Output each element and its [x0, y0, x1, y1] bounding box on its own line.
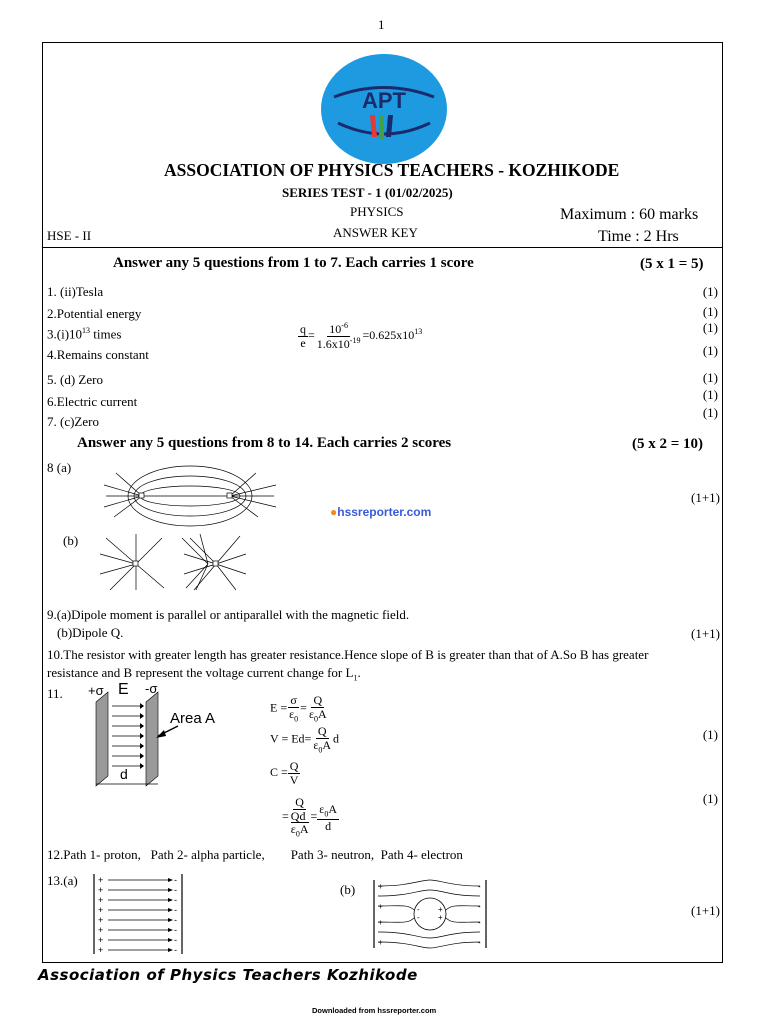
- svg-text:-: -: [174, 925, 177, 935]
- svg-text:+: +: [98, 945, 104, 955]
- mark-1: (1): [702, 284, 718, 299]
- answer-1: 1. (ii)Tesla: [47, 284, 104, 299]
- separation-d-label: d: [120, 766, 128, 782]
- field-lines-unlike-charges-diagram: [96, 455, 284, 537]
- mark-11b: (1): [702, 791, 718, 806]
- max-marks: Maximum : 60 marks: [560, 206, 699, 223]
- plus-sigma-label: +σ: [88, 683, 104, 698]
- series-title: SERIES TEST - 1 (01/02/2025): [282, 185, 453, 200]
- equation-E: E = $\frac{\sigma}{\varepsilon_0}$ = $\frac{Q}{\varepsilon_0A}$: [270, 693, 327, 723]
- svg-text:+: +: [98, 915, 104, 925]
- svg-text:-: -: [478, 882, 481, 891]
- svg-text:-: -: [174, 915, 177, 925]
- svg-text:-: -: [478, 902, 481, 911]
- svg-text:-: -: [478, 938, 481, 947]
- svg-text:+: +: [98, 925, 104, 935]
- section1-score: (5 x 1 = 5): [640, 256, 704, 272]
- svg-text:-: -: [174, 895, 177, 905]
- mark-8: (1+1): [691, 490, 720, 505]
- svg-text:-: -: [417, 905, 420, 914]
- svg-text:-: -: [174, 875, 177, 885]
- answer-5: 5. (d) Zero: [47, 372, 103, 387]
- svg-text:+: +: [98, 905, 104, 915]
- svg-text:+: +: [98, 935, 104, 945]
- svg-text:+: +: [378, 902, 383, 911]
- mark-4: (1): [702, 343, 718, 358]
- svg-text:+: +: [378, 938, 383, 947]
- answer-2: 2.Potential energy: [47, 306, 142, 321]
- charge-ratio-formula: $\frac{q}{e}$ = $\frac{10^{-6}}{1.6x10^{-19}}$ $=0.625x10^{13}$: [300, 321, 423, 351]
- answer-9b: (b)Dipole Q.: [57, 625, 124, 640]
- svg-text:+: +: [378, 882, 383, 891]
- time-label: Time : 2 Hrs: [598, 228, 679, 245]
- mark-3: (1): [702, 320, 718, 335]
- svg-text:+: +: [98, 885, 104, 895]
- svg-text:-: -: [174, 905, 177, 915]
- svg-text:+: +: [98, 875, 104, 885]
- answer-6: 6.Electric current: [47, 394, 138, 409]
- answer-12: 12.Path 1- proton, Path 2- alpha particle, Path 3- neutron, Path 4- electron: [47, 847, 463, 862]
- field-E-label: E: [118, 681, 129, 698]
- logo-text: APT: [362, 88, 406, 113]
- page-number: 1: [378, 17, 385, 32]
- field-lines-like-charges-right-diagram: [180, 530, 250, 592]
- answer-key-label: ANSWER KEY: [333, 225, 418, 240]
- svg-text:+: +: [438, 905, 443, 914]
- mark-11a: (1): [702, 727, 718, 742]
- watermark: ●hssreporter.com: [330, 505, 432, 519]
- section2-heading: Answer any 5 questions from 8 to 14. Each carries 2 scores: [77, 435, 452, 451]
- answer-8b-label: (b): [63, 533, 79, 548]
- answer-8a-label: 8 (a): [47, 460, 72, 475]
- answer-3: $3.(i)10^{13}$ times: [47, 326, 122, 342]
- minus-sigma-label: -σ: [145, 681, 158, 696]
- area-A-label: Area A: [170, 710, 216, 727]
- mark-5: (1): [702, 370, 718, 385]
- svg-text:-: -: [417, 913, 420, 922]
- answer-10-line1: 10.The resistor with greater length has greater resistance.Hence slope of B is greater than that of A.So B has greater: [47, 647, 649, 662]
- answer-13b-label: (b): [340, 882, 356, 897]
- equation-V: V = Ed= $\frac{Q}{\varepsilon_0A}$ d: [270, 724, 340, 754]
- apt-logo: [320, 53, 448, 165]
- answer-4: 4.Remains constant: [47, 347, 149, 362]
- svg-text:-: -: [478, 918, 481, 927]
- equation-C-derived: = Q Qd $\varepsilon_0A$ = $\frac{\varepsilon_0A}{d}$: [282, 795, 337, 839]
- parallel-plate-capacitor-diagram: [86, 680, 246, 790]
- mark-6: (1): [702, 387, 718, 402]
- subject: PHYSICS: [350, 204, 404, 219]
- answer-7: 7. (c)Zero: [47, 414, 99, 429]
- section1-heading: Answer any 5 questions from 1 to 7. Each carries 1 score: [113, 255, 474, 271]
- answer-9a: 9.(a)Dipole moment is parallel or antiparallel with the magnetic field.: [47, 607, 410, 622]
- mark-9: (1+1): [691, 626, 720, 641]
- uniform-field-between-plates-diagram: [90, 872, 190, 956]
- org-title: ASSOCIATION OF PHYSICS TEACHERS - KOZHIKODE: [164, 160, 620, 180]
- equation-C: C = $\frac{Q}{V}$: [270, 759, 299, 787]
- answer-13a-label: 13.(a): [47, 873, 78, 888]
- section2-score: (5 x 2 = 10): [632, 436, 704, 452]
- footer-organization: Association of Physics Teachers Kozhikode: [38, 966, 418, 984]
- svg-text:+: +: [378, 918, 383, 927]
- svg-text:+: +: [98, 895, 104, 905]
- svg-text:-: -: [174, 935, 177, 945]
- answer-10-line2: resistance and B represent the voltage current change for $L_1$.: [47, 665, 361, 683]
- conductor-in-field-diagram: [370, 878, 492, 950]
- svg-text:-: -: [174, 885, 177, 895]
- header-divider: [42, 247, 723, 248]
- mark-7: (1): [702, 405, 718, 420]
- svg-text:-: -: [174, 945, 177, 955]
- footer-download-note: Downloaded from hssreporter.com: [312, 1006, 437, 1015]
- mark-13: (1+1): [691, 903, 720, 918]
- svg-text:+: +: [438, 913, 443, 922]
- class-label: HSE - II: [47, 228, 92, 243]
- answer-11-label: 11.: [47, 686, 63, 701]
- mark-2: (1): [702, 304, 718, 319]
